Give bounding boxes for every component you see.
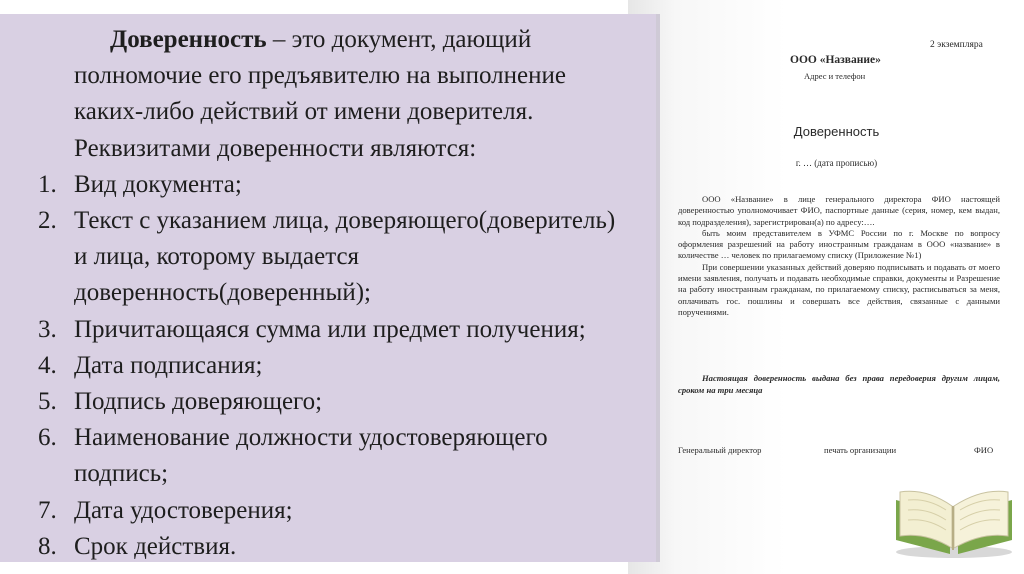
requisite-number: 4.	[38, 351, 57, 379]
requisite-text: Текст с указанием лица, доверяющего(доверитель)	[74, 207, 616, 235]
requisite-number: 3.	[38, 315, 57, 343]
definition-line1: – это документ, дающий	[266, 26, 532, 53]
definition-line2: полномочие его предъявителю на выполнение	[74, 62, 566, 90]
requisite-number: 8.	[38, 532, 57, 560]
requisite-number: 7.	[38, 496, 57, 524]
doc-signature-stamp: печать организации	[824, 445, 897, 455]
doc-copies: 2 экземпляра	[930, 40, 983, 50]
definition-line4: Реквизитами доверенности являются:	[74, 134, 477, 162]
requisite-text: Дата удостоверения;	[74, 496, 293, 524]
definition-paragraph	[38, 22, 648, 167]
requisite-item	[38, 167, 648, 203]
panel-divider	[656, 14, 660, 562]
requisite-text: доверенность(доверенный);	[74, 279, 371, 307]
doc-place-date: г. … (дата прописью)	[795, 158, 878, 168]
doc-address: Адрес и телефон	[804, 71, 866, 81]
requisite-item	[38, 493, 648, 529]
requisite-item	[38, 348, 648, 384]
requisite-text: подпись;	[74, 460, 169, 488]
requisites-list	[38, 167, 648, 565]
requisite-item	[38, 203, 648, 312]
open-book-icon	[888, 470, 1018, 560]
requisite-text: и лица, которому выдается	[74, 243, 360, 271]
doc-note	[678, 372, 1000, 397]
doc-signature-name: ФИО	[974, 445, 994, 455]
requisite-text: Причитающаяся сумма или предмет получения;	[74, 315, 586, 343]
requisite-item	[38, 529, 648, 565]
requisite-number: 5.	[38, 388, 57, 416]
sample-document	[664, 30, 1009, 470]
doc-title: Доверенность	[793, 124, 880, 139]
definition-term: Доверенность	[110, 26, 267, 53]
requisite-item	[38, 420, 648, 492]
requisite-text: Подпись доверяющего;	[74, 388, 323, 416]
doc-company: ООО «Название»	[790, 54, 881, 66]
doc-note-text: Настоящая доверенность выдана без права передоверия другим лицам, сроком на три месяца	[678, 373, 1000, 396]
doc-signature-director: Генеральный директор	[678, 445, 762, 455]
requisites-text	[38, 22, 648, 565]
doc-paragraph-2: быть моим представителем в УФМС России по г. Москве по вопросу оформления разрешений на работу иностранным гражданам в ООО «название» в количестве … человек по прилагаемому списку (Приложение №1)	[678, 227, 1000, 261]
requisite-text: Дата подписания;	[74, 351, 263, 379]
requisite-text: Наименование должности удостоверяющего	[74, 424, 548, 452]
requisite-text: Вид документа;	[74, 170, 242, 198]
requisite-item	[38, 384, 648, 420]
definition-line3: каких-либо действий от имени доверителя.	[74, 98, 534, 126]
requisite-text: Срок действия.	[74, 532, 237, 560]
requisite-item	[38, 312, 648, 348]
requisite-number: 2.	[38, 207, 57, 235]
doc-paragraph-3: При совершении указанных действий доверяю подписывать и подавать от моего имени заявления, получать и подавать необходимые справки, документы и Разрешение на работу иностранным гражданам, по прилагаемому списку, расписываться за меня, оплачивать гос. пошлины и совершать все действия, связанные с данными поручениями.	[678, 261, 1000, 317]
requisite-number: 6.	[38, 424, 57, 452]
doc-body	[678, 194, 1000, 318]
requisite-number: 1.	[38, 170, 57, 198]
doc-paragraph-1: ООО «Название» в лице генерального директора ФИО настоящей доверенностью уполномочивает ФИО, паспортные данные (серия, номер, кем выдан, код подразделения), зарегистрирован(а) по адресу:….	[678, 194, 1000, 227]
